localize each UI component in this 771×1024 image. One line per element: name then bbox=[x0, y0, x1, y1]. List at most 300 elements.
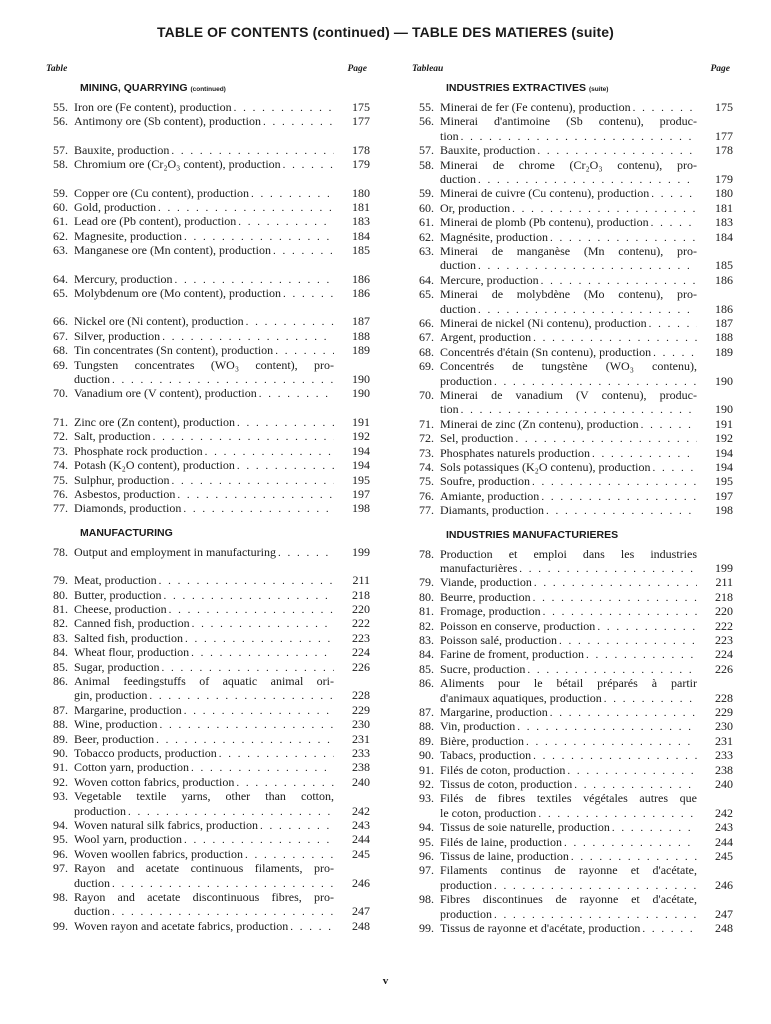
entry-title-text: Animal feedingstuffs of aquatic animal ori- bbox=[74, 673, 334, 688]
toc-entry bbox=[410, 791, 733, 820]
dot-leader bbox=[478, 259, 697, 272]
entry-title-text: duction bbox=[74, 904, 110, 919]
entry-title-line bbox=[440, 734, 697, 748]
entry-title-text: Woven rayon and acetate fabrics, production bbox=[74, 918, 289, 933]
entry-title-line bbox=[440, 287, 697, 301]
page-number-ref: 198 bbox=[352, 501, 370, 516]
toc-entry bbox=[44, 674, 370, 703]
toc-entry bbox=[410, 835, 733, 849]
dot-leader bbox=[238, 215, 334, 228]
entry-title bbox=[74, 703, 334, 717]
entry-title-line bbox=[74, 861, 334, 875]
toc-entry bbox=[410, 359, 733, 388]
entry-title-line bbox=[440, 820, 697, 834]
entry-title bbox=[440, 633, 697, 647]
dot-leader bbox=[251, 187, 334, 200]
dot-leader bbox=[478, 173, 697, 186]
entry-title-text: Phosphate rock production bbox=[74, 443, 203, 458]
entry-title-line bbox=[74, 243, 334, 257]
table-number: 82. bbox=[53, 616, 68, 631]
toc-entry bbox=[44, 602, 370, 616]
entry-title-line bbox=[440, 763, 697, 777]
entry-title-text: Bauxite, production bbox=[440, 143, 536, 158]
page-number-ref: 229 bbox=[715, 705, 733, 719]
entry-title-text: Sulphur, production bbox=[74, 472, 170, 487]
dot-leader bbox=[533, 591, 697, 604]
entry-title bbox=[74, 832, 334, 846]
entry-block bbox=[44, 272, 370, 301]
table-number: 71. bbox=[419, 416, 434, 431]
table-number: 63. bbox=[53, 243, 68, 258]
entry-title bbox=[440, 835, 697, 849]
section-heading bbox=[80, 80, 370, 96]
dot-leader bbox=[532, 475, 697, 488]
entry-title-line bbox=[74, 573, 334, 587]
page-number-ref: 231 bbox=[352, 731, 370, 746]
table-number: 78. bbox=[419, 546, 434, 561]
page-number-ref: 195 bbox=[715, 474, 733, 489]
toc-entry bbox=[410, 215, 733, 229]
entry-title-line bbox=[440, 892, 697, 906]
entry-title bbox=[440, 215, 697, 229]
entry-title-line bbox=[74, 732, 334, 746]
page-number-ref: 191 bbox=[352, 414, 370, 429]
page-number-ref: 181 bbox=[352, 200, 370, 215]
table-number: 96. bbox=[53, 846, 68, 861]
toc-entry bbox=[44, 229, 370, 243]
entry-title-line bbox=[440, 345, 697, 359]
table-number: 89. bbox=[53, 731, 68, 746]
entry-title bbox=[440, 676, 697, 705]
entry-title-text: Rayon and acetate continuous filaments, pro- bbox=[74, 861, 334, 876]
entry-title-text: Output and employment in manufacturing bbox=[74, 544, 276, 559]
dot-leader bbox=[112, 373, 334, 386]
table-number: 55. bbox=[53, 100, 68, 114]
table-number: 90. bbox=[53, 745, 68, 760]
entry-title-text: Meat, production bbox=[74, 573, 157, 588]
entry-title bbox=[74, 890, 334, 919]
dot-leader bbox=[184, 833, 334, 846]
page-number-ref: 243 bbox=[715, 820, 733, 835]
page-number-ref: 238 bbox=[352, 760, 370, 775]
page-number-ref: 190 bbox=[715, 402, 733, 417]
entry-title-line bbox=[74, 444, 334, 458]
table-number: 56. bbox=[419, 114, 434, 129]
toc-entry bbox=[410, 201, 733, 215]
section-heading-text: INDUSTRIES EXTRACTIVES bbox=[446, 82, 587, 94]
toc-entry bbox=[44, 717, 370, 731]
entry-title-line bbox=[440, 215, 697, 229]
entry-title bbox=[74, 314, 334, 328]
table-number: 74. bbox=[419, 459, 434, 474]
entry-title bbox=[74, 214, 334, 228]
entry-title-line bbox=[74, 645, 334, 659]
page-number-ref: 188 bbox=[352, 328, 370, 343]
column-header-table: Table bbox=[46, 64, 68, 74]
entry-title-text: production bbox=[440, 877, 492, 892]
entry-title bbox=[440, 273, 697, 287]
entry-title-line bbox=[74, 717, 334, 731]
page-number-ref: 222 bbox=[715, 618, 733, 633]
entry-title bbox=[440, 619, 697, 633]
page-number-ref: 185 bbox=[352, 243, 370, 258]
page-number-ref: 224 bbox=[715, 647, 733, 662]
entry-block bbox=[44, 314, 370, 400]
entry-title-line bbox=[74, 818, 334, 832]
entry-title-line bbox=[440, 302, 697, 316]
entry-title-line bbox=[74, 760, 334, 774]
entry-title-text: Molybdenum ore (Mo content), production bbox=[74, 286, 281, 301]
toc-entry bbox=[410, 244, 733, 273]
entry-title-line bbox=[74, 458, 334, 472]
entry-title-text: Poisson salé, production bbox=[440, 633, 557, 647]
entry-title bbox=[440, 719, 697, 733]
page-number-ref: 246 bbox=[715, 877, 733, 892]
dot-leader bbox=[597, 620, 697, 633]
dot-leader bbox=[246, 315, 334, 328]
page-number-ref: 244 bbox=[352, 832, 370, 847]
entry-title-line bbox=[440, 114, 697, 128]
dot-leader bbox=[515, 432, 697, 445]
toc-entry bbox=[410, 446, 733, 460]
toc-entry bbox=[44, 660, 370, 674]
entry-title-line bbox=[440, 460, 697, 474]
entry-title-text: Or, production bbox=[440, 200, 511, 215]
dot-leader bbox=[512, 202, 697, 215]
column-header-page: Page bbox=[347, 64, 367, 74]
page-number-ref: 175 bbox=[715, 100, 733, 114]
dot-leader bbox=[494, 908, 697, 921]
toc-entry bbox=[410, 186, 733, 200]
dot-leader bbox=[571, 850, 697, 863]
page-number-ref: 195 bbox=[352, 472, 370, 487]
entry-title-line bbox=[74, 746, 334, 760]
dot-leader bbox=[156, 733, 334, 746]
entry-title-text: Cotton yarn, production bbox=[74, 760, 189, 775]
table-number: 88. bbox=[53, 717, 68, 732]
entry-title bbox=[440, 777, 697, 791]
toc-entry bbox=[410, 575, 733, 589]
entry-title-line bbox=[440, 503, 697, 517]
toc-entry bbox=[410, 863, 733, 892]
entry-title bbox=[74, 674, 334, 703]
dot-leader bbox=[275, 344, 334, 357]
entry-title-line bbox=[74, 890, 334, 904]
page-number-ref: 194 bbox=[715, 459, 733, 474]
dot-leader bbox=[586, 648, 697, 661]
dot-leader bbox=[461, 403, 697, 416]
entry-title bbox=[74, 645, 334, 659]
dot-leader bbox=[641, 418, 697, 431]
toc-entry bbox=[410, 719, 733, 733]
page-number-ref: 185 bbox=[715, 258, 733, 273]
dot-leader bbox=[283, 287, 334, 300]
dot-leader bbox=[160, 718, 335, 731]
table-number: 99. bbox=[53, 918, 68, 933]
entry-title bbox=[74, 717, 334, 731]
dot-leader bbox=[237, 416, 334, 429]
toc-entry bbox=[44, 789, 370, 818]
table-number: 62. bbox=[419, 229, 434, 244]
toc-entry bbox=[410, 460, 733, 474]
entry-title bbox=[74, 386, 334, 400]
entry-title-line bbox=[440, 359, 697, 373]
section-heading bbox=[446, 527, 733, 543]
entry-title-line bbox=[440, 244, 697, 258]
entry-title bbox=[440, 431, 697, 445]
page-number-ref: 178 bbox=[715, 143, 733, 158]
table-number: 66. bbox=[53, 314, 68, 329]
entry-title bbox=[74, 847, 334, 861]
table-number: 85. bbox=[419, 661, 434, 676]
entry-title-line bbox=[74, 358, 334, 372]
entry-title bbox=[74, 616, 334, 630]
entry-title bbox=[74, 186, 334, 200]
page-number-ref: 242 bbox=[715, 805, 733, 820]
entry-title bbox=[74, 286, 334, 300]
toc-entry bbox=[410, 547, 733, 576]
page-number-ref: 178 bbox=[352, 142, 370, 157]
page-number: v bbox=[382, 975, 389, 987]
dot-leader bbox=[651, 187, 697, 200]
entry-title bbox=[74, 272, 334, 286]
entry-title-text: duction bbox=[440, 301, 476, 316]
table-number: 93. bbox=[53, 789, 68, 804]
toc-entry bbox=[44, 545, 370, 559]
section-heading bbox=[446, 80, 733, 96]
toc-entry bbox=[44, 746, 370, 760]
table-number: 69. bbox=[53, 357, 68, 372]
entry-title-line bbox=[440, 330, 697, 344]
entry-title-line bbox=[440, 748, 697, 762]
table-number: 92. bbox=[53, 774, 68, 789]
entry-title-line bbox=[74, 588, 334, 602]
dot-leader bbox=[263, 115, 334, 128]
column-header bbox=[410, 64, 733, 78]
toc-entry bbox=[44, 243, 370, 257]
toc-entry bbox=[44, 832, 370, 846]
table-number: 88. bbox=[419, 719, 434, 734]
entry-block bbox=[410, 547, 733, 936]
dot-leader bbox=[533, 749, 697, 762]
dot-leader bbox=[478, 303, 697, 316]
table-number: 80. bbox=[419, 589, 434, 604]
toc-groups bbox=[44, 80, 370, 933]
toc-entry bbox=[44, 458, 370, 472]
page-number-ref: 194 bbox=[352, 443, 370, 458]
entry-title-text: Zinc ore (Zn content), production bbox=[74, 414, 235, 429]
entry-title-text: Fibres discontinues de rayonne et d'acétate, bbox=[440, 892, 697, 907]
page-number-ref: 197 bbox=[715, 488, 733, 503]
entry-title-text: Bière, production bbox=[440, 733, 524, 748]
toc-entry bbox=[44, 847, 370, 861]
entry-title bbox=[74, 660, 334, 674]
page-number-ref: 233 bbox=[352, 745, 370, 760]
entry-title-text: tion bbox=[440, 402, 459, 417]
toc-entry bbox=[44, 358, 370, 387]
entry-title-line bbox=[440, 258, 697, 272]
toc-entry bbox=[410, 763, 733, 777]
toc-entry bbox=[410, 590, 733, 604]
entry-title bbox=[440, 186, 697, 200]
entry-title-text: Tissus de coton, production bbox=[440, 777, 573, 792]
entry-title bbox=[440, 503, 697, 517]
entry-title-line bbox=[74, 286, 334, 300]
entry-title-text: Filés de coton, production bbox=[440, 762, 566, 777]
page-number-ref: 199 bbox=[715, 560, 733, 575]
entry-title-line bbox=[74, 804, 334, 818]
entry-title bbox=[440, 330, 697, 344]
entry-title-line bbox=[74, 789, 334, 803]
dot-leader bbox=[112, 877, 334, 890]
dot-leader bbox=[205, 445, 334, 458]
entry-title-line bbox=[74, 143, 334, 157]
entry-title bbox=[74, 631, 334, 645]
section-heading-text: INDUSTRIES MANUFACTURIERES bbox=[446, 528, 619, 541]
entry-title-text: Aliments pour le bétail préparés à partir bbox=[440, 676, 697, 691]
dot-leader bbox=[219, 747, 334, 760]
entry-title-text: Farine de froment, production bbox=[440, 647, 584, 662]
toc-entry bbox=[410, 892, 733, 921]
entry-title-line bbox=[440, 633, 697, 647]
page-number-ref: 228 bbox=[715, 690, 733, 705]
entry-title bbox=[440, 748, 697, 762]
entry-title bbox=[74, 473, 334, 487]
entry-title-text: Tissus de soie naturelle, production bbox=[440, 820, 610, 835]
entry-title bbox=[440, 547, 697, 576]
entry-title bbox=[74, 358, 334, 387]
entry-title-text: Cheese, production bbox=[74, 601, 167, 616]
toc-entry bbox=[44, 286, 370, 300]
entry-title-text: Diamonds, production bbox=[74, 501, 182, 516]
entry-title-text: Salt, production bbox=[74, 429, 151, 444]
entry-title-line bbox=[440, 273, 697, 287]
table-number: 86. bbox=[53, 673, 68, 688]
entry-title-line bbox=[440, 590, 697, 604]
table-number: 65. bbox=[419, 287, 434, 302]
entry-title-line bbox=[74, 487, 334, 501]
dot-leader bbox=[283, 158, 334, 171]
table-number: 70. bbox=[53, 386, 68, 401]
toc-entry bbox=[410, 316, 733, 330]
entry-title-line bbox=[440, 791, 697, 805]
table-number: 78. bbox=[53, 544, 68, 559]
entry-title-line bbox=[440, 547, 697, 561]
entry-title bbox=[74, 429, 334, 443]
entry-title bbox=[74, 329, 334, 343]
entry-title-text: Vegetable textile yarns, other than cotton, bbox=[74, 789, 334, 804]
entry-title bbox=[74, 487, 334, 501]
entry-title bbox=[440, 244, 697, 273]
entry-title-text: Antimony ore (Sb content), production bbox=[74, 114, 261, 129]
entry-title-text: Tissus de laine, production bbox=[440, 849, 569, 864]
entry-title-line bbox=[440, 849, 697, 863]
dot-leader bbox=[537, 144, 697, 157]
entry-title-line bbox=[74, 314, 334, 328]
table-number: 91. bbox=[53, 760, 68, 775]
dot-leader bbox=[653, 461, 698, 474]
entry-title bbox=[440, 114, 697, 143]
toc-entry bbox=[410, 820, 733, 834]
toc-entry bbox=[410, 705, 733, 719]
entry-title-text: Minerai de nickel (Ni contenu), production bbox=[440, 315, 647, 330]
entry-block bbox=[44, 186, 370, 258]
table-number: 95. bbox=[419, 834, 434, 849]
entry-title-line bbox=[74, 100, 334, 114]
entry-title-line bbox=[440, 129, 697, 143]
dot-leader bbox=[177, 488, 334, 501]
dot-leader bbox=[191, 646, 334, 659]
entry-title-text: Fromage, production bbox=[440, 604, 541, 619]
table-number: 57. bbox=[53, 142, 68, 157]
toc-entry bbox=[410, 633, 733, 647]
table-number: 70. bbox=[419, 387, 434, 402]
entry-title-text: Argent, production bbox=[440, 330, 532, 345]
toc-entry bbox=[44, 775, 370, 789]
page-number-ref: 218 bbox=[352, 587, 370, 602]
toc-entry bbox=[410, 143, 733, 157]
table-number: 81. bbox=[53, 601, 68, 616]
entry-title-text: Wool yarn, production bbox=[74, 832, 183, 847]
entry-title bbox=[74, 746, 334, 760]
table-number: 63. bbox=[419, 244, 434, 258]
dot-leader bbox=[543, 605, 697, 618]
entry-title bbox=[74, 602, 334, 616]
entry-title-text: Beurre, production bbox=[440, 589, 531, 604]
entry-title-text: Minerai de molybdène (Mo contenu), pro- bbox=[440, 287, 697, 302]
table-number: 84. bbox=[53, 645, 68, 660]
table-number: 80. bbox=[53, 587, 68, 602]
entry-title bbox=[440, 575, 697, 589]
entry-title-text: Phosphates naturels production bbox=[440, 445, 590, 460]
entry-title-text: Nickel ore (Ni content), production bbox=[74, 314, 244, 329]
dot-leader bbox=[172, 474, 334, 487]
table-number: 76. bbox=[53, 486, 68, 501]
entry-title bbox=[440, 345, 697, 359]
page-number-ref: 181 bbox=[715, 200, 733, 215]
entry-title bbox=[440, 446, 697, 460]
page-number-ref: 184 bbox=[715, 229, 733, 244]
entry-title-text: gin, production bbox=[74, 688, 148, 703]
table-number: 62. bbox=[53, 228, 68, 243]
page-number-ref: 226 bbox=[715, 661, 733, 676]
entry-title-text: production bbox=[74, 803, 126, 818]
page-number-ref: 187 bbox=[352, 314, 370, 329]
toc-entry bbox=[410, 489, 733, 503]
toc-entry bbox=[44, 386, 370, 400]
toc-entry bbox=[410, 748, 733, 762]
entry-title-text: Tabacs, production bbox=[440, 748, 532, 763]
entry-title-line bbox=[74, 329, 334, 343]
entry-title-line bbox=[74, 919, 334, 933]
page-number-ref: 223 bbox=[715, 633, 733, 647]
toc-entry bbox=[44, 732, 370, 746]
entry-title bbox=[74, 157, 334, 171]
table-number: 69. bbox=[419, 359, 434, 374]
entry-title bbox=[74, 732, 334, 746]
entry-title-line bbox=[440, 878, 697, 892]
dot-leader bbox=[567, 764, 697, 777]
entry-title-text: Viande, production bbox=[440, 575, 532, 590]
entry-block bbox=[44, 573, 370, 933]
entry-title-line bbox=[440, 402, 697, 416]
page-number-ref: 244 bbox=[715, 834, 733, 849]
entry-title-line bbox=[74, 602, 334, 616]
entry-title bbox=[440, 230, 697, 244]
toc-entry bbox=[44, 631, 370, 645]
entry-title bbox=[74, 760, 334, 774]
entry-title bbox=[440, 849, 697, 863]
